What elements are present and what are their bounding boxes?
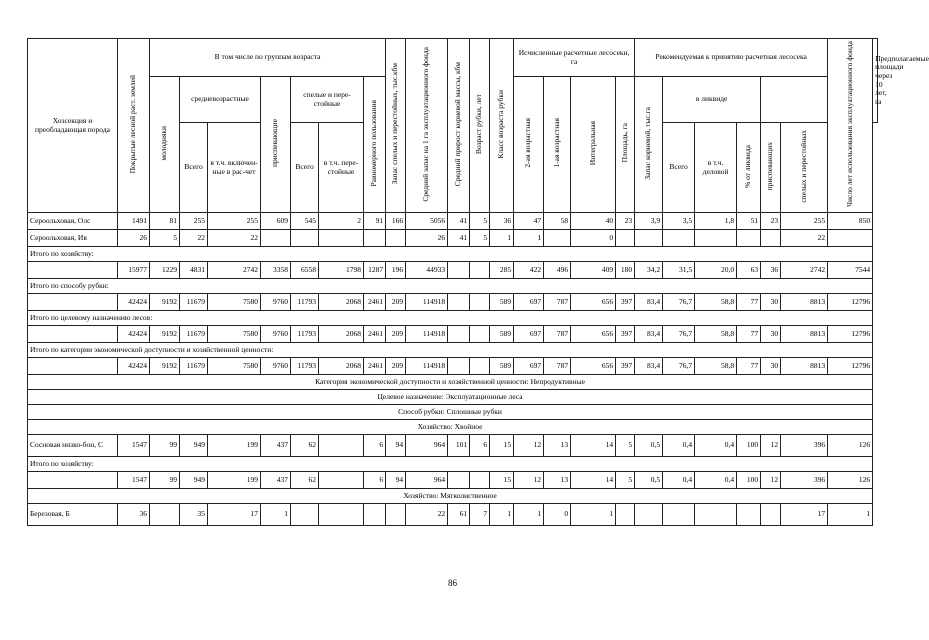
table-cell <box>663 504 695 526</box>
table-cell: 3358 <box>261 262 291 279</box>
row-name: Сероольховая, Ив <box>28 230 118 247</box>
table-cell: 9760 <box>261 326 291 343</box>
section-heading: Способ рубки: Сплошные рубки <box>28 405 873 420</box>
table-cell: 1 <box>490 504 514 526</box>
table-cell: 2461 <box>364 358 386 375</box>
table-cell <box>470 262 490 279</box>
table-cell: 22 <box>208 230 261 247</box>
table-cell: 41 <box>448 213 470 230</box>
table-cell: 42424 <box>118 294 150 311</box>
table-cell: 5 <box>150 230 180 247</box>
young-header: молодняки <box>150 77 180 213</box>
table-cell: 58 <box>544 213 571 230</box>
table-cell: 31,5 <box>663 262 695 279</box>
table-cell: 77 <box>737 294 761 311</box>
table-cell: 255 <box>180 213 208 230</box>
table-cell: 656 <box>571 358 616 375</box>
table-cell: 14 <box>571 472 616 489</box>
section-row <box>28 390 878 405</box>
table-cell: 1 <box>490 230 514 247</box>
table-cell: 35 <box>180 504 208 526</box>
table-cell: 8813 <box>781 358 828 375</box>
age-groups-header: В том числе по группам возраста <box>150 39 386 77</box>
uniform-header: Равномерного пользования <box>364 77 386 213</box>
liquid-business-header: в т.ч. деловой <box>695 123 737 213</box>
table-cell <box>470 358 490 375</box>
table-cell: 255 <box>781 213 828 230</box>
table-cell: 94 <box>386 435 406 457</box>
table-cell: 77 <box>737 358 761 375</box>
economy-header: Хозсекция и преобладающая порода <box>28 39 118 213</box>
table-cell: 22 <box>781 230 828 247</box>
table-row <box>28 326 878 343</box>
mature-over-header: в т.ч. пере-стойные <box>319 123 364 213</box>
table-cell: 12 <box>761 472 781 489</box>
table-cell: 0 <box>544 504 571 526</box>
table-cell: 437 <box>261 435 291 457</box>
table-cell: 100 <box>737 472 761 489</box>
table-row <box>28 213 878 230</box>
second-age-header: 2-ая возрастная <box>514 77 544 213</box>
premature-header: приспевающие <box>261 77 291 213</box>
avg-stock-header: Средний запас на 1 га эксплуатационного фонда <box>406 39 448 213</box>
section-row <box>28 247 878 262</box>
table-cell: 101 <box>448 435 470 457</box>
table-cell: 12 <box>514 435 544 457</box>
table-cell: 437 <box>261 472 291 489</box>
table-cell: 697 <box>514 294 544 311</box>
table-cell: 964 <box>406 472 448 489</box>
table-cell: 0,5 <box>635 435 663 457</box>
row-name <box>28 262 118 279</box>
table-cell: 2461 <box>364 294 386 311</box>
table-cell: 496 <box>544 262 571 279</box>
section-row <box>28 375 878 390</box>
table-cell: 656 <box>571 294 616 311</box>
age-class-header: Класс возраста рубки <box>490 39 514 213</box>
table-cell: 397 <box>616 326 635 343</box>
table-cell: 15977 <box>118 262 150 279</box>
calc-cuts-header: Исчисленные расчетные лесосеки, га <box>514 39 635 77</box>
table-cell: 589 <box>490 294 514 311</box>
table-cell <box>635 230 663 247</box>
table-cell: 62 <box>291 435 319 457</box>
table-cell: 51 <box>737 213 761 230</box>
table-cell: 0,4 <box>695 435 737 457</box>
table-cell: 11793 <box>291 294 319 311</box>
table-cell: 397 <box>616 294 635 311</box>
subtotal-label: Итого по хозяйству: <box>28 457 873 472</box>
table-cell: 6 <box>470 435 490 457</box>
table-cell: 3,5 <box>663 213 695 230</box>
subtotal-label: Итого по способу рубки: <box>28 279 873 294</box>
section-row <box>28 420 878 435</box>
table-cell: 11679 <box>180 294 208 311</box>
table-cell <box>448 294 470 311</box>
table-cell: 99 <box>150 435 180 457</box>
table-cell <box>616 230 635 247</box>
section-row <box>28 279 878 294</box>
forest-calc-table <box>27 38 929 526</box>
table-cell: 15 <box>490 435 514 457</box>
table-cell: 100 <box>737 435 761 457</box>
mature-total-header: Всего <box>291 123 319 213</box>
table-cell: 83,4 <box>635 358 663 375</box>
table-cell: 91 <box>364 213 386 230</box>
recommended-header: Рекомендуемая к принятию расчетная лесосека <box>635 39 828 77</box>
table-cell: 396 <box>781 435 828 457</box>
section-row <box>28 489 878 504</box>
pct-liquid-header: % от ликвида <box>737 123 761 213</box>
table-cell: 0,5 <box>635 472 663 489</box>
table-cell: 13 <box>544 472 571 489</box>
subtotal-label: Итого по категории экономической доступности и хозяйственной ценности: <box>28 343 873 358</box>
table-cell: 17 <box>208 504 261 526</box>
table-cell: 1547 <box>118 472 150 489</box>
table-cell: 1 <box>261 504 291 526</box>
table-cell: 2068 <box>319 358 364 375</box>
table-cell: 787 <box>544 294 571 311</box>
table-cell: 81 <box>150 213 180 230</box>
subtotal-label: Итого по целевому назначению лесов: <box>28 311 873 326</box>
table-cell: 36 <box>761 262 781 279</box>
table-cell: 166 <box>386 213 406 230</box>
row-name <box>28 326 118 343</box>
table-cell: 2 <box>319 213 364 230</box>
table-cell <box>448 326 470 343</box>
exp-premature-header: приспевающих <box>761 123 781 213</box>
table-row <box>28 230 878 247</box>
table-cell: 6558 <box>291 262 319 279</box>
table-cell: 62 <box>291 472 319 489</box>
table-cell: 12796 <box>828 294 873 311</box>
row-name <box>28 294 118 311</box>
table-cell <box>319 230 364 247</box>
section-heading: Хозяйство: Мягколиственное <box>28 489 873 504</box>
table-cell: 7 <box>470 504 490 526</box>
table-cell: 40 <box>571 213 616 230</box>
table-cell: 11793 <box>291 358 319 375</box>
area-ha-header: Площадь, га <box>616 77 635 213</box>
table-cell: 7580 <box>208 294 261 311</box>
table-cell: 8813 <box>781 326 828 343</box>
table-cell: 9192 <box>150 294 180 311</box>
table-cell: 209 <box>386 294 406 311</box>
table-cell: 58,8 <box>695 294 737 311</box>
table-cell <box>386 504 406 526</box>
table-cell: 7580 <box>208 326 261 343</box>
middle-included-header: в т.ч. включен-ные в рас-чет <box>208 123 261 213</box>
table-cell: 30 <box>761 326 781 343</box>
section-row <box>28 457 878 472</box>
expected-header: Предполагаемые площади через 10 лет, га <box>873 39 878 123</box>
table-cell: 11679 <box>180 358 208 375</box>
table-cell: 42424 <box>118 326 150 343</box>
row-name: Сероольховая, Олс <box>28 213 118 230</box>
table-row <box>28 262 878 279</box>
table-cell: 589 <box>490 358 514 375</box>
table-cell: 2742 <box>208 262 261 279</box>
table-cell: 285 <box>490 262 514 279</box>
table-cell: 5 <box>616 435 635 457</box>
table-cell <box>695 504 737 526</box>
table-cell: 12 <box>514 472 544 489</box>
table-cell <box>761 504 781 526</box>
table-cell: 2068 <box>319 326 364 343</box>
table-cell: 964 <box>406 435 448 457</box>
table-cell: 656 <box>571 326 616 343</box>
table-row <box>28 358 878 375</box>
table-cell <box>364 230 386 247</box>
table-cell: 396 <box>781 472 828 489</box>
table-cell: 126 <box>828 435 873 457</box>
table-cell: 199 <box>208 435 261 457</box>
table-cell: 5056 <box>406 213 448 230</box>
cutting-age-header: Возраст рубки, лет <box>470 39 490 213</box>
table-cell <box>291 230 319 247</box>
section-heading: Хозяйство: Хвойное <box>28 420 873 435</box>
table-cell: 76,7 <box>663 294 695 311</box>
table-cell: 8813 <box>781 294 828 311</box>
table-cell <box>261 230 291 247</box>
table-cell: 58,8 <box>695 326 737 343</box>
table-cell <box>470 472 490 489</box>
table-cell: 83,4 <box>635 294 663 311</box>
table-cell: 850 <box>828 213 873 230</box>
table-cell: 11679 <box>180 326 208 343</box>
table-cell: 11793 <box>291 326 319 343</box>
table-cell: 41 <box>448 230 470 247</box>
table-cell: 23 <box>616 213 635 230</box>
table-cell: 1 <box>514 504 544 526</box>
table-cell <box>448 472 470 489</box>
table-row <box>28 435 878 457</box>
table-cell: 1798 <box>319 262 364 279</box>
table-cell: 2742 <box>781 262 828 279</box>
integral-header: Интегральная <box>571 77 616 213</box>
table-cell: 9760 <box>261 294 291 311</box>
table-cell <box>319 472 364 489</box>
table-cell: 5 <box>470 230 490 247</box>
table-cell: 114918 <box>406 358 448 375</box>
table-cell <box>319 504 364 526</box>
table-cell: 255 <box>208 213 261 230</box>
table-cell: 34,2 <box>635 262 663 279</box>
table-cell: 114918 <box>406 326 448 343</box>
table-cell <box>695 230 737 247</box>
table-cell: 1 <box>571 504 616 526</box>
table-cell: 4831 <box>180 262 208 279</box>
table-cell <box>448 262 470 279</box>
table-cell: 23 <box>761 213 781 230</box>
table-cell: 58,8 <box>695 358 737 375</box>
table-cell: 26 <box>118 230 150 247</box>
table-cell <box>470 294 490 311</box>
section-row <box>28 311 878 326</box>
first-age-header: 1-ая возрастная <box>544 77 571 213</box>
table-cell: 397 <box>616 358 635 375</box>
table-cell: 15 <box>490 472 514 489</box>
table-cell: 77 <box>737 326 761 343</box>
table-cell <box>364 504 386 526</box>
root-stock-header: Запас корневой, тыс.га <box>635 77 663 213</box>
table-cell: 1 <box>828 504 873 526</box>
table-cell: 209 <box>386 358 406 375</box>
years-use-header: Число лет использования эксплуатационного фонда <box>828 39 873 213</box>
table-row <box>28 294 878 311</box>
avg-growth-header: Средний прирост корневой массы, кбм <box>448 39 470 213</box>
table-cell: 6 <box>364 435 386 457</box>
page-number: 86 <box>448 578 457 588</box>
table-cell: 76,7 <box>663 326 695 343</box>
table-cell: 12796 <box>828 326 873 343</box>
table-cell <box>544 230 571 247</box>
table-cell <box>635 504 663 526</box>
section-heading: Категория экономической доступности и хозяйственной ценности: Непродуктивные <box>28 375 873 390</box>
middle-total-header: Всего <box>180 123 208 213</box>
table-cell: 63 <box>737 262 761 279</box>
middle-aged-header: средневозрастные <box>180 77 261 123</box>
table-cell: 1,8 <box>695 213 737 230</box>
section-heading: Целевое назначение: Эксплуатационные леса <box>28 390 873 405</box>
table-cell: 1491 <box>118 213 150 230</box>
table-cell: 422 <box>514 262 544 279</box>
table-cell: 1287 <box>364 262 386 279</box>
table-cell: 949 <box>180 435 208 457</box>
table-cell: 1547 <box>118 435 150 457</box>
table-cell <box>663 230 695 247</box>
liquid-header: в ликвиде <box>663 77 761 123</box>
table-cell: 76,7 <box>663 358 695 375</box>
table-cell: 409 <box>571 262 616 279</box>
table-cell: 61 <box>448 504 470 526</box>
table-cell: 20,0 <box>695 262 737 279</box>
table-cell: 47 <box>514 213 544 230</box>
table-cell: 949 <box>180 472 208 489</box>
table-cell <box>291 504 319 526</box>
section-row <box>28 405 878 420</box>
table-cell: 12 <box>761 435 781 457</box>
table-cell: 30 <box>761 294 781 311</box>
table-cell <box>737 230 761 247</box>
subtotal-label: Итого по хозяйству: <box>28 247 873 262</box>
table-cell <box>828 230 873 247</box>
row-name: Сосновая низко-бон, С <box>28 435 118 457</box>
table-cell <box>470 326 490 343</box>
table-cell: 44933 <box>406 262 448 279</box>
table-cell: 22 <box>406 504 448 526</box>
table-cell: 114918 <box>406 294 448 311</box>
table-cell: 0,4 <box>695 472 737 489</box>
table-cell: 787 <box>544 326 571 343</box>
table-cell: 36 <box>490 213 514 230</box>
table-cell: 22 <box>180 230 208 247</box>
table-cell <box>616 504 635 526</box>
table-cell: 609 <box>261 213 291 230</box>
table-cell: 26 <box>406 230 448 247</box>
table-cell: 3,9 <box>635 213 663 230</box>
table-cell: 697 <box>514 326 544 343</box>
liquid-total-header: Всего <box>663 123 695 213</box>
table-row <box>28 504 878 526</box>
table-cell: 199 <box>208 472 261 489</box>
table-cell <box>386 230 406 247</box>
table-cell: 1 <box>514 230 544 247</box>
stock-mature-header: Запас спелых и перестойных, тыс.кбм <box>386 39 406 213</box>
table-cell: 180 <box>616 262 635 279</box>
table-cell: 2461 <box>364 326 386 343</box>
section-row <box>28 343 878 358</box>
table-cell: 5 <box>616 472 635 489</box>
table-cell <box>150 504 180 526</box>
table-cell: 9192 <box>150 358 180 375</box>
table-cell: 126 <box>828 472 873 489</box>
exp-mature-header: спелых и перестойных <box>781 123 828 213</box>
table-cell: 42424 <box>118 358 150 375</box>
table-cell: 7544 <box>828 262 873 279</box>
table-cell <box>448 358 470 375</box>
table-cell: 12796 <box>828 358 873 375</box>
table-cell: 7580 <box>208 358 261 375</box>
mature-header: спелые и пере-стойные <box>291 77 364 123</box>
table-cell: 83,4 <box>635 326 663 343</box>
table-body <box>28 213 878 526</box>
table-cell: 14 <box>571 435 616 457</box>
table-cell: 6 <box>364 472 386 489</box>
table-cell: 209 <box>386 326 406 343</box>
table-cell <box>761 230 781 247</box>
table-cell: 13 <box>544 435 571 457</box>
table-cell: 1229 <box>150 262 180 279</box>
table-cell: 787 <box>544 358 571 375</box>
row-name <box>28 358 118 375</box>
table-cell: 0 <box>571 230 616 247</box>
table-cell: 30 <box>761 358 781 375</box>
table-cell: 0,4 <box>663 435 695 457</box>
table-cell <box>319 435 364 457</box>
table-cell: 545 <box>291 213 319 230</box>
table-cell: 697 <box>514 358 544 375</box>
table-cell: 94 <box>386 472 406 489</box>
table-cell: 2068 <box>319 294 364 311</box>
table-cell: 5 <box>470 213 490 230</box>
covered-area-header: Покрытые лесной раст. землей <box>118 39 150 213</box>
table-cell: 589 <box>490 326 514 343</box>
table-cell: 196 <box>386 262 406 279</box>
table-row <box>28 472 878 489</box>
table-cell: 17 <box>781 504 828 526</box>
row-name <box>28 472 118 489</box>
table-cell: 9760 <box>261 358 291 375</box>
table-cell: 36 <box>118 504 150 526</box>
table-cell: 9192 <box>150 326 180 343</box>
table-cell: 0,4 <box>663 472 695 489</box>
table-cell: 99 <box>150 472 180 489</box>
table-cell <box>737 504 761 526</box>
row-name: Березовая, Б <box>28 504 118 526</box>
